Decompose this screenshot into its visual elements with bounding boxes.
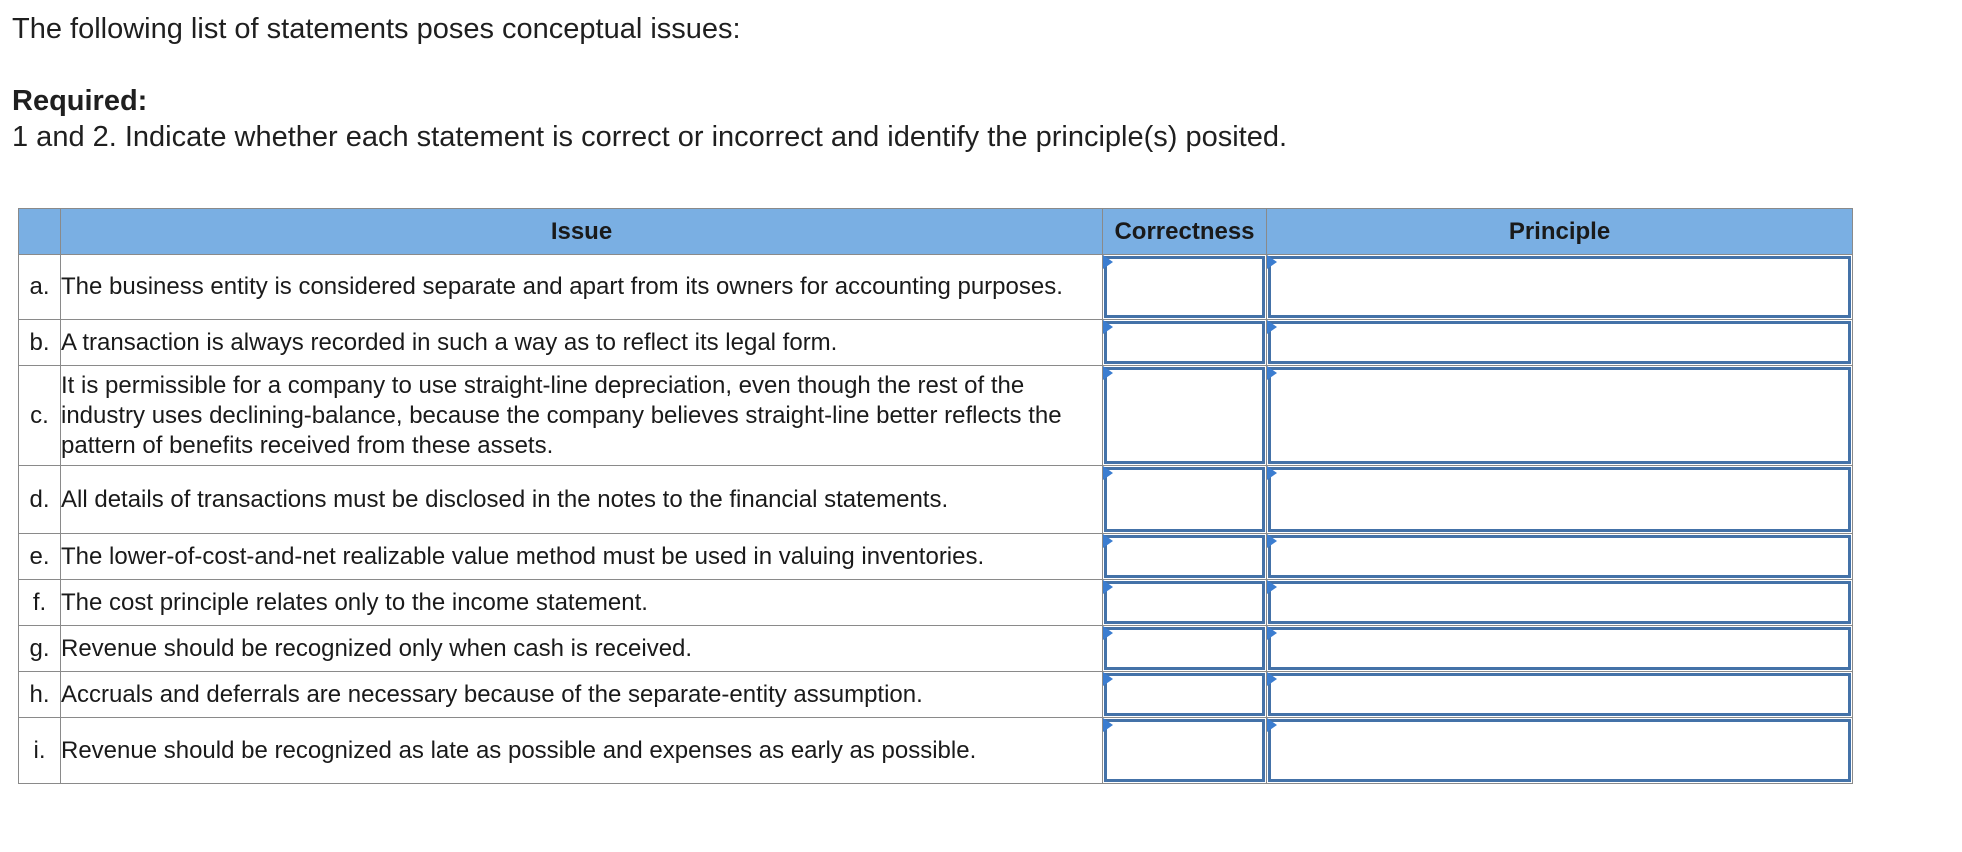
dropdown-arrow-icon (1103, 718, 1113, 732)
correctness-cell (1103, 320, 1267, 366)
dropdown-arrow-icon (1103, 626, 1113, 640)
row-letter: g. (19, 626, 61, 672)
row-letter: c. (19, 366, 61, 466)
principle-dropdown[interactable] (1268, 673, 1851, 716)
correctness-dropdown[interactable] (1104, 627, 1265, 670)
principle-cell (1267, 255, 1853, 320)
correctness-cell (1103, 580, 1267, 626)
header-principle: Principle (1267, 209, 1853, 255)
row-issue: The lower-of-cost-and-net realizable value method must be used in valuing inventories. (61, 534, 1103, 580)
table-row (19, 255, 1853, 320)
principle-dropdown[interactable] (1268, 321, 1851, 364)
row-letter: d. (19, 466, 61, 534)
correctness-cell (1103, 466, 1267, 534)
row-issue: Revenue should be recognized as late as possible and expenses as early as possible. (61, 718, 1103, 784)
correctness-cell (1103, 366, 1267, 466)
table-row (19, 466, 1853, 534)
dropdown-arrow-icon (1267, 672, 1277, 686)
header-letter (19, 209, 61, 255)
principle-dropdown[interactable] (1268, 256, 1851, 318)
row-issue: The cost principle relates only to the income statement. (61, 580, 1103, 626)
row-letter: b. (19, 320, 61, 366)
principle-dropdown[interactable] (1268, 467, 1851, 532)
correctness-dropdown[interactable] (1104, 673, 1265, 716)
principle-cell (1267, 672, 1853, 718)
row-issue: The business entity is considered separate and apart from its owners for accounting purposes. (61, 255, 1103, 320)
dropdown-arrow-icon (1267, 466, 1277, 480)
principle-cell (1267, 534, 1853, 580)
dropdown-arrow-icon (1103, 366, 1113, 380)
principle-dropdown[interactable] (1268, 535, 1851, 578)
dropdown-arrow-icon (1267, 718, 1277, 732)
row-letter: a. (19, 255, 61, 320)
intro-text: The following list of statements poses conceptual issues: (12, 13, 741, 45)
dropdown-arrow-icon (1103, 466, 1113, 480)
row-issue: A transaction is always recorded in such a way as to reflect its legal form. (61, 320, 1103, 366)
required-title: Required: (12, 85, 148, 117)
table-row (19, 672, 1853, 718)
principle-dropdown[interactable] (1268, 719, 1851, 782)
row-letter: e. (19, 534, 61, 580)
table-row (19, 718, 1853, 784)
dropdown-arrow-icon (1267, 320, 1277, 334)
correctness-cell (1103, 626, 1267, 672)
principle-cell (1267, 626, 1853, 672)
correctness-dropdown[interactable] (1104, 367, 1265, 464)
row-issue: It is permissible for a company to use straight-line depreciation, even though the rest of the industry uses declining-balance, because the company believes straight-line better reflects the pattern of benefits received from these assets. (61, 366, 1103, 466)
table-row (19, 580, 1853, 626)
dropdown-arrow-icon (1103, 534, 1113, 548)
correctness-cell (1103, 255, 1267, 320)
row-letter: i. (19, 718, 61, 784)
correctness-dropdown[interactable] (1104, 581, 1265, 624)
table-row (19, 366, 1853, 466)
principle-cell (1267, 366, 1853, 466)
correctness-dropdown[interactable] (1104, 719, 1265, 782)
issues-table (18, 208, 1853, 784)
correctness-dropdown[interactable] (1104, 256, 1265, 318)
table-row (19, 626, 1853, 672)
dropdown-arrow-icon (1103, 672, 1113, 686)
row-letter: h. (19, 672, 61, 718)
principle-dropdown[interactable] (1268, 581, 1851, 624)
principle-cell (1267, 320, 1853, 366)
principle-cell (1267, 466, 1853, 534)
dropdown-arrow-icon (1103, 580, 1113, 594)
correctness-cell (1103, 672, 1267, 718)
row-letter: f. (19, 580, 61, 626)
dropdown-arrow-icon (1103, 255, 1113, 269)
principle-cell (1267, 718, 1853, 784)
row-issue: Revenue should be recognized only when cash is received. (61, 626, 1103, 672)
correctness-cell (1103, 534, 1267, 580)
dropdown-arrow-icon (1267, 366, 1277, 380)
table-row (19, 534, 1853, 580)
dropdown-arrow-icon (1267, 626, 1277, 640)
required-instructions: 1 and 2. Indicate whether each statement is correct or incorrect and identify the principle(s) posited. (12, 121, 1288, 153)
dropdown-arrow-icon (1103, 320, 1113, 334)
principle-dropdown[interactable] (1268, 627, 1851, 670)
dropdown-arrow-icon (1267, 255, 1277, 269)
correctness-dropdown[interactable] (1104, 467, 1265, 532)
principle-dropdown[interactable] (1268, 367, 1851, 464)
row-issue: All details of transactions must be disclosed in the notes to the financial statements. (61, 466, 1103, 534)
correctness-cell (1103, 718, 1267, 784)
correctness-dropdown[interactable] (1104, 321, 1265, 364)
dropdown-arrow-icon (1267, 580, 1277, 594)
dropdown-arrow-icon (1267, 534, 1277, 548)
row-issue: Accruals and deferrals are necessary because of the separate-entity assumption. (61, 672, 1103, 718)
table-row (19, 320, 1853, 366)
header-issue: Issue (61, 209, 1103, 255)
principle-cell (1267, 580, 1853, 626)
table-header-row (19, 209, 1853, 255)
header-correctness: Correctness (1103, 209, 1267, 255)
correctness-dropdown[interactable] (1104, 535, 1265, 578)
